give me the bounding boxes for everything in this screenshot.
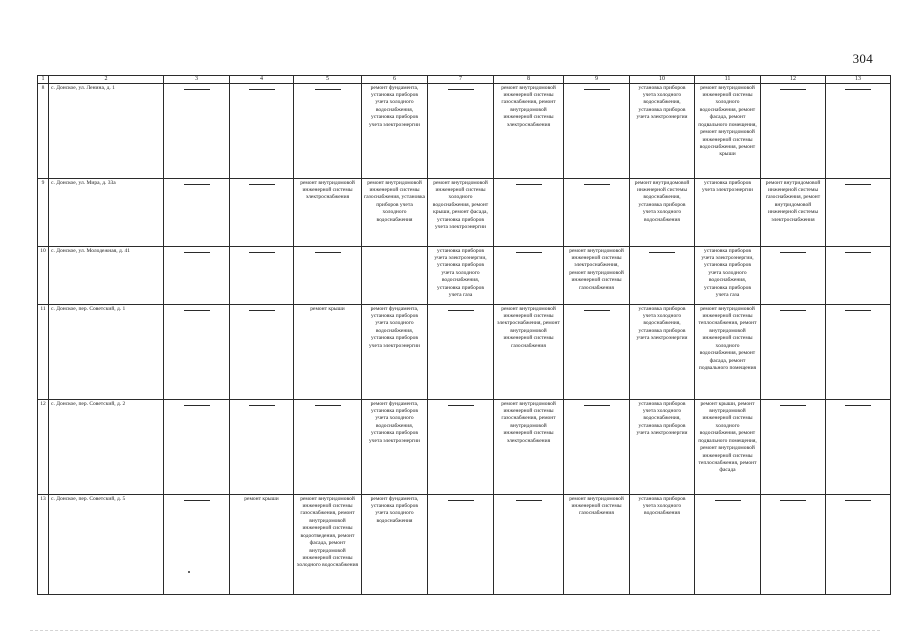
work-cell-col-11: ремонт внутридомовой инженерной системы теплоснабжения, ремонт внутридомовой инженерной системы холодного водоснабжения, ремонт фасада, ремонт подвального помещения bbox=[695, 304, 761, 399]
dash-mark bbox=[184, 252, 210, 253]
scan-edge-noise bbox=[30, 630, 880, 631]
work-cell-col-10: установка приборов учета холодного водоснабжения bbox=[630, 494, 695, 594]
dash-mark bbox=[516, 252, 542, 253]
dash-mark bbox=[184, 405, 210, 406]
capital-repair-table bbox=[37, 75, 891, 595]
dash-mark bbox=[845, 500, 871, 501]
dash-mark bbox=[845, 184, 871, 185]
table-row bbox=[38, 178, 891, 246]
address-cell: с. Донское, пер. Советский, д. 2 bbox=[49, 399, 164, 494]
dash-mark bbox=[516, 184, 542, 185]
dash-mark bbox=[780, 252, 806, 253]
table-row bbox=[38, 83, 891, 178]
dash-mark bbox=[249, 184, 275, 185]
dash-mark bbox=[184, 500, 210, 501]
dash-mark bbox=[584, 405, 610, 406]
work-cell-col-8 bbox=[494, 494, 564, 594]
work-cell-col-11: установка приборов учета электроэнергии, установка приборов учета холодного водоснабжения, установка приборов учета газа bbox=[695, 246, 761, 304]
work-cell-col-10: установка приборов учета холодного водоснабжения, установка приборов учета электроэнергии bbox=[630, 304, 695, 399]
work-cell-col-6: ремонт фундамента, установка приборов учета холодного водоснабжения, установка приборов учета электроэнергии bbox=[362, 83, 428, 178]
work-cell-col-7: установка приборов учета электроэнергии, установка приборов учета холодного водоснабжения, установка приборов учета газа bbox=[428, 246, 494, 304]
table-row bbox=[38, 246, 891, 304]
dash-mark bbox=[780, 310, 806, 311]
dash-mark bbox=[516, 500, 542, 501]
col-header: 13 bbox=[826, 76, 891, 84]
col-header: 8 bbox=[494, 76, 564, 84]
dash-mark bbox=[584, 184, 610, 185]
col-header: 5 bbox=[294, 76, 362, 84]
dash-mark bbox=[448, 405, 474, 406]
work-cell-col-13 bbox=[826, 494, 891, 594]
work-cell-col-4 bbox=[230, 178, 294, 246]
col-header: 6 bbox=[362, 76, 428, 84]
col-header: 1 bbox=[38, 76, 49, 84]
dash-mark bbox=[780, 89, 806, 90]
address-cell: с. Донское, ул. Ленина, д. 1 bbox=[49, 83, 164, 178]
work-cell-col-9: ремонт внутридомовой инженерной системы электроснабжения, ремонт внутридомовой инженерной системы газоснабжения bbox=[564, 246, 630, 304]
work-cell-col-3 bbox=[164, 246, 230, 304]
work-cell-col-3 bbox=[164, 399, 230, 494]
work-cell-col-6: ремонт фундамента, установка приборов учета холодного водоснабжения bbox=[362, 494, 428, 594]
col-header: 9 bbox=[564, 76, 630, 84]
work-cell-col-13 bbox=[826, 399, 891, 494]
dash-mark bbox=[184, 310, 210, 311]
work-cell-col-10 bbox=[630, 246, 695, 304]
work-cell-col-13 bbox=[826, 83, 891, 178]
dash-mark bbox=[649, 252, 675, 253]
work-cell-col-9: ремонт внутридомовой инженерной системы газоснабжения bbox=[564, 494, 630, 594]
dash-mark bbox=[249, 310, 275, 311]
work-cell-col-4 bbox=[230, 304, 294, 399]
work-cell-col-5 bbox=[294, 246, 362, 304]
work-cell-col-5 bbox=[294, 399, 362, 494]
row-number: 10 bbox=[38, 246, 49, 304]
row-number: 9 bbox=[38, 178, 49, 246]
work-cell-col-3 bbox=[164, 178, 230, 246]
work-cell-col-9 bbox=[564, 83, 630, 178]
dash-mark bbox=[249, 89, 275, 90]
work-cell-col-6: ремонт фундамента, установка приборов учета холодного водоснабжения, установка приборов учета электроэнергии bbox=[362, 399, 428, 494]
page-number: 304 bbox=[852, 51, 873, 66]
row-number: 8 bbox=[38, 83, 49, 178]
work-cell-col-11 bbox=[695, 494, 761, 594]
work-cell-col-12 bbox=[761, 83, 826, 178]
dash-mark bbox=[845, 89, 871, 90]
table-row bbox=[38, 399, 891, 494]
dash-mark bbox=[584, 310, 610, 311]
work-cell-col-3 bbox=[164, 304, 230, 399]
address-cell: с. Донское, пер. Советский, д. 5 bbox=[49, 494, 164, 594]
dash-mark bbox=[584, 89, 610, 90]
col-header: 2 bbox=[49, 76, 164, 84]
table-row bbox=[38, 304, 891, 399]
work-cell-col-4 bbox=[230, 83, 294, 178]
dash-mark bbox=[780, 500, 806, 501]
work-cell-col-5: ремонт крыши bbox=[294, 304, 362, 399]
col-header: 4 bbox=[230, 76, 294, 84]
work-cell-col-7 bbox=[428, 399, 494, 494]
dash-mark bbox=[184, 89, 210, 90]
work-cell-col-8 bbox=[494, 178, 564, 246]
work-cell-col-3 bbox=[164, 494, 230, 594]
work-cell-col-13 bbox=[826, 178, 891, 246]
col-header: 11 bbox=[695, 76, 761, 84]
work-cell-col-8 bbox=[494, 246, 564, 304]
work-cell-col-11: установка приборов учета электроэнергии bbox=[695, 178, 761, 246]
col-header: 10 bbox=[630, 76, 695, 84]
scan-speck bbox=[188, 571, 190, 573]
dash-mark bbox=[448, 89, 474, 90]
work-cell-col-13 bbox=[826, 304, 891, 399]
work-cell-col-11: ремонт крыши, ремонт внутридомовой инженерной системы холодного водоснабжения, ремонт подвального помещения, ремонт внутридомовой инженерной системы теплоснабжения, ремонт фасада bbox=[695, 399, 761, 494]
dash-mark bbox=[249, 252, 275, 253]
work-cell-col-8: ремонт внутридомовой инженерной системы электроснабжения, ремонт внутридомовой инженерной системы газоснабжения bbox=[494, 304, 564, 399]
dash-mark bbox=[315, 405, 341, 406]
work-cell-col-7 bbox=[428, 83, 494, 178]
work-cell-col-9 bbox=[564, 304, 630, 399]
table-row bbox=[38, 494, 891, 594]
work-cell-col-8: ремонт внутридомовой инженерной системы газоснабжения, ремонт внутридомовой инженерной системы электроснабжения bbox=[494, 399, 564, 494]
work-cell-col-4 bbox=[230, 399, 294, 494]
work-cell-col-11: ремонт внутридомовой инженерной системы холодного водоснабжения, ремонт фасада, ремонт подвального помещения, ремонт внутридомовой инженерной системы водоснабжения, ремонт крыши bbox=[695, 83, 761, 178]
address-cell: с. Донское, пер. Советский, д. 1 bbox=[49, 304, 164, 399]
work-cell-col-12: ремонт внутридомовой инженерной системы газоснабжения, ремонт внутридомовой инженерной системы электроснабжения bbox=[761, 178, 826, 246]
dash-mark bbox=[845, 405, 871, 406]
dash-mark bbox=[715, 500, 741, 501]
col-header: 7 bbox=[428, 76, 494, 84]
work-cell-col-7 bbox=[428, 494, 494, 594]
dash-mark bbox=[184, 184, 210, 185]
work-cell-col-10: установка приборов учета холодного водоснабжения, установка приборов учета электроэнергии bbox=[630, 83, 695, 178]
row-number: 13 bbox=[38, 494, 49, 594]
address-cell: с. Донское, ул. Молодежная, д. 41 bbox=[49, 246, 164, 304]
work-cell-col-12 bbox=[761, 304, 826, 399]
address-cell: с. Донское, ул. Мира, д. 33а bbox=[49, 178, 164, 246]
work-cell-col-13 bbox=[826, 246, 891, 304]
work-cell-col-12 bbox=[761, 399, 826, 494]
col-header: 12 bbox=[761, 76, 826, 84]
work-cell-col-9 bbox=[564, 178, 630, 246]
work-cell-col-5: ремонт внутридомовой инженерной системы электроснабжения bbox=[294, 178, 362, 246]
dash-mark bbox=[315, 252, 341, 253]
work-cell-col-4 bbox=[230, 246, 294, 304]
work-cell-col-10: установка приборов учета холодного водоснабжения, установка приборов учета электроэнергии bbox=[630, 399, 695, 494]
work-cell-col-4: ремонт крыши bbox=[230, 494, 294, 594]
work-cell-col-6: ремонт фундамента, установка приборов учета холодного водоснабжения, установка приборов учета электроэнергии bbox=[362, 304, 428, 399]
dash-mark bbox=[249, 405, 275, 406]
dash-mark bbox=[448, 310, 474, 311]
dash-mark bbox=[845, 252, 871, 253]
row-number: 11 bbox=[38, 304, 49, 399]
col-header: 3 bbox=[164, 76, 230, 84]
dash-mark bbox=[448, 500, 474, 501]
row-number: 12 bbox=[38, 399, 49, 494]
work-cell-col-5: ремонт внутридомовой инженерной системы газоснабжения, ремонт внутридомовой инженерной системы водоотведения, ремонт фасада, ремонт внутридомовой инженерной системы холодного водоснабжения bbox=[294, 494, 362, 594]
dash-mark bbox=[780, 405, 806, 406]
work-cell-col-9 bbox=[564, 399, 630, 494]
work-cell-col-6 bbox=[362, 246, 428, 304]
work-cell-col-8: ремонт внутридомовой инженерной системы газоснабжения, ремонт внутридомовой инженерной системы электроснабжения bbox=[494, 83, 564, 178]
work-cell-col-10: ремонт внутридомовой инженерной системы водоснабжения, установка приборов учета холодного водоснабжения bbox=[630, 178, 695, 246]
work-cell-col-12 bbox=[761, 246, 826, 304]
dash-mark bbox=[315, 89, 341, 90]
work-cell-col-5 bbox=[294, 83, 362, 178]
work-cell-col-7 bbox=[428, 304, 494, 399]
dash-mark bbox=[845, 310, 871, 311]
work-cell-col-12 bbox=[761, 494, 826, 594]
work-cell-col-6: ремонт внутридомовой инженерной системы газоснабжения, установка приборов учета холодного водоснабжения bbox=[362, 178, 428, 246]
column-number-row bbox=[38, 76, 891, 84]
work-cell-col-7: ремонт внутридомовой инженерной системы холодного водоснабжения, ремонт крыши, ремонт фасада, установка приборов учета электроэнергии bbox=[428, 178, 494, 246]
work-cell-col-3 bbox=[164, 83, 230, 178]
